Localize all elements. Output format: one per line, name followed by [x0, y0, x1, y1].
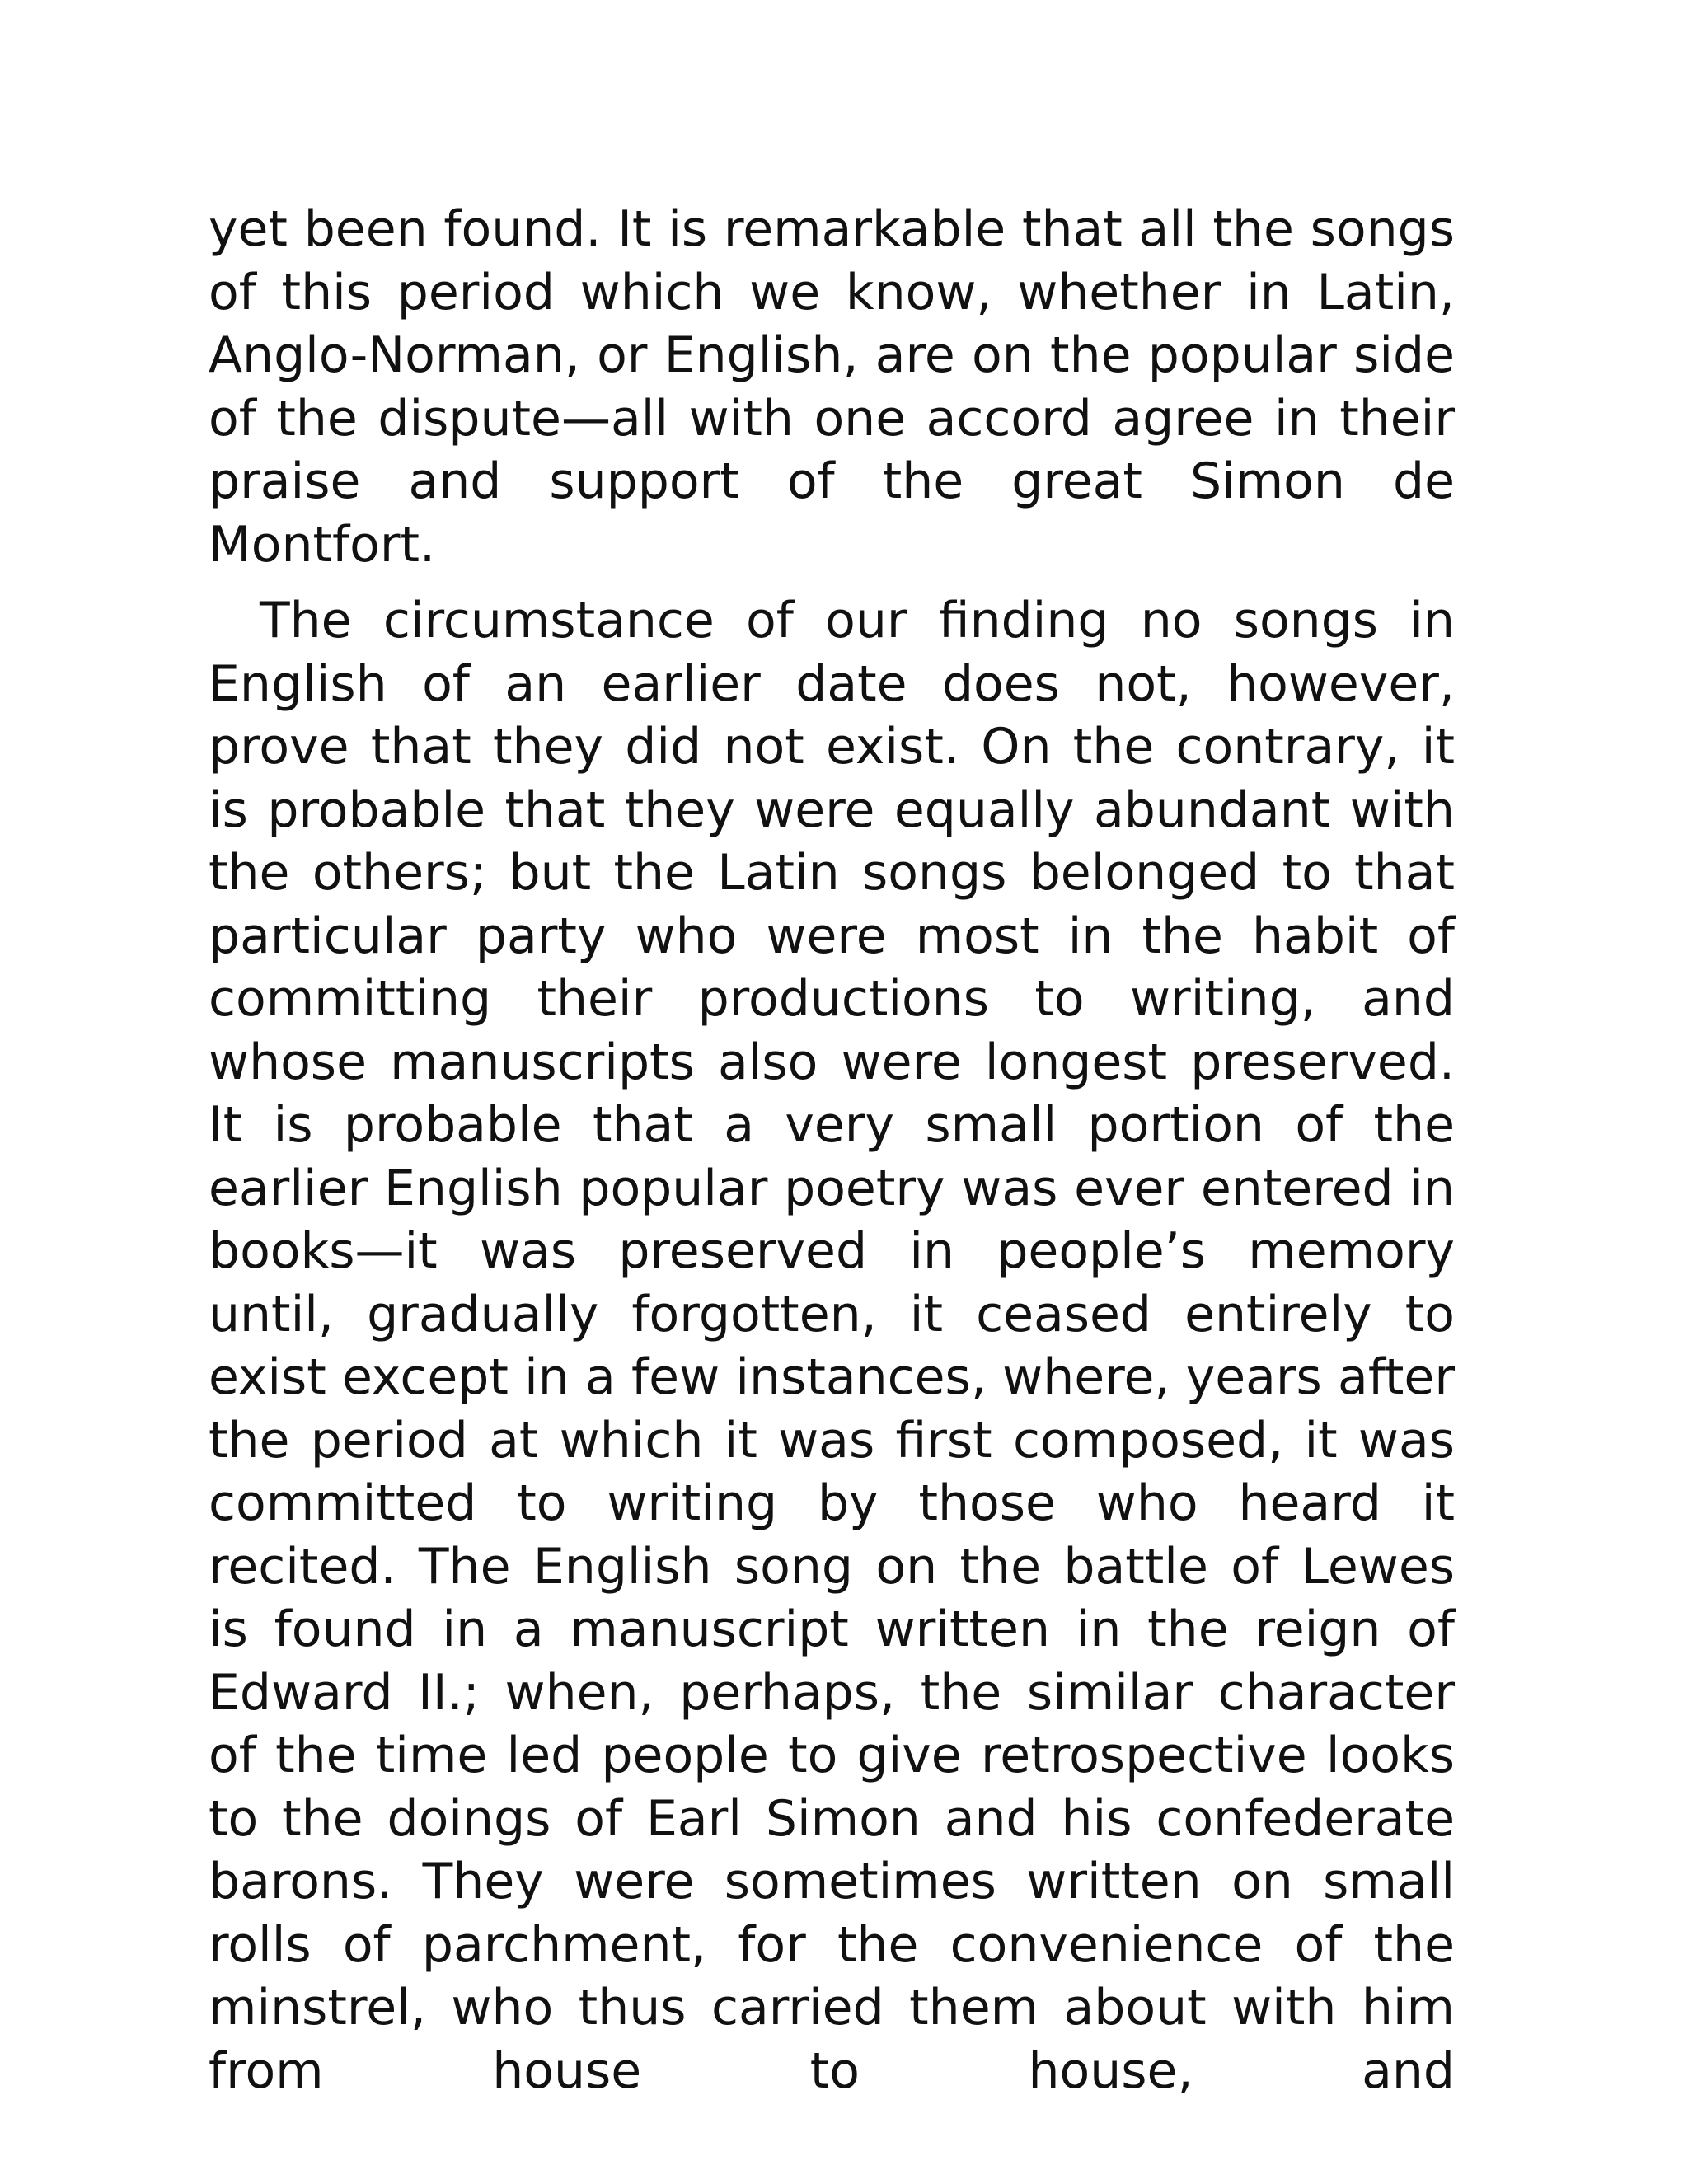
paragraph-continued: yet been found. It is remarkable that all the songs of this period which we know, whether in Latin, Anglo-Norman, or English, are on the popular side of the dispute—all with one accord agree in their praise and support of the great Simon de Montfort.	[209, 200, 1455, 574]
paragraph-circumstance: The circumstance of our finding no songs in English of an earlier date does not, however, prove that they did not exist. On the contrary, it is probable that they were equally abundant with the others; but the Latin songs belonged to that particular party who were most in the habit of committing their productions to writing, and whose manuscripts also were longest preserved. It is probable that a very small portion of the earlier English popular poetry was ever entered in books—it was preserved in people’s memory until, gradually forgotten, it ceased entirely to exist except in a few instances, where, years after the period at which it was first composed, it was committed to writing by those who heard it recited. The English song on the battle of Lewes is found in a manuscript written in the reign of Edward II.; when, perhaps, the similar character of the time led people to give retrospective looks to the doings of Earl Simon and his confederate barons. They were sometimes written on small rolls of parchment, for the convenience of the minstrel, who thus carried them about with him from house to house, and	[209, 592, 1455, 2100]
body-text	[209, 198, 1455, 2102]
